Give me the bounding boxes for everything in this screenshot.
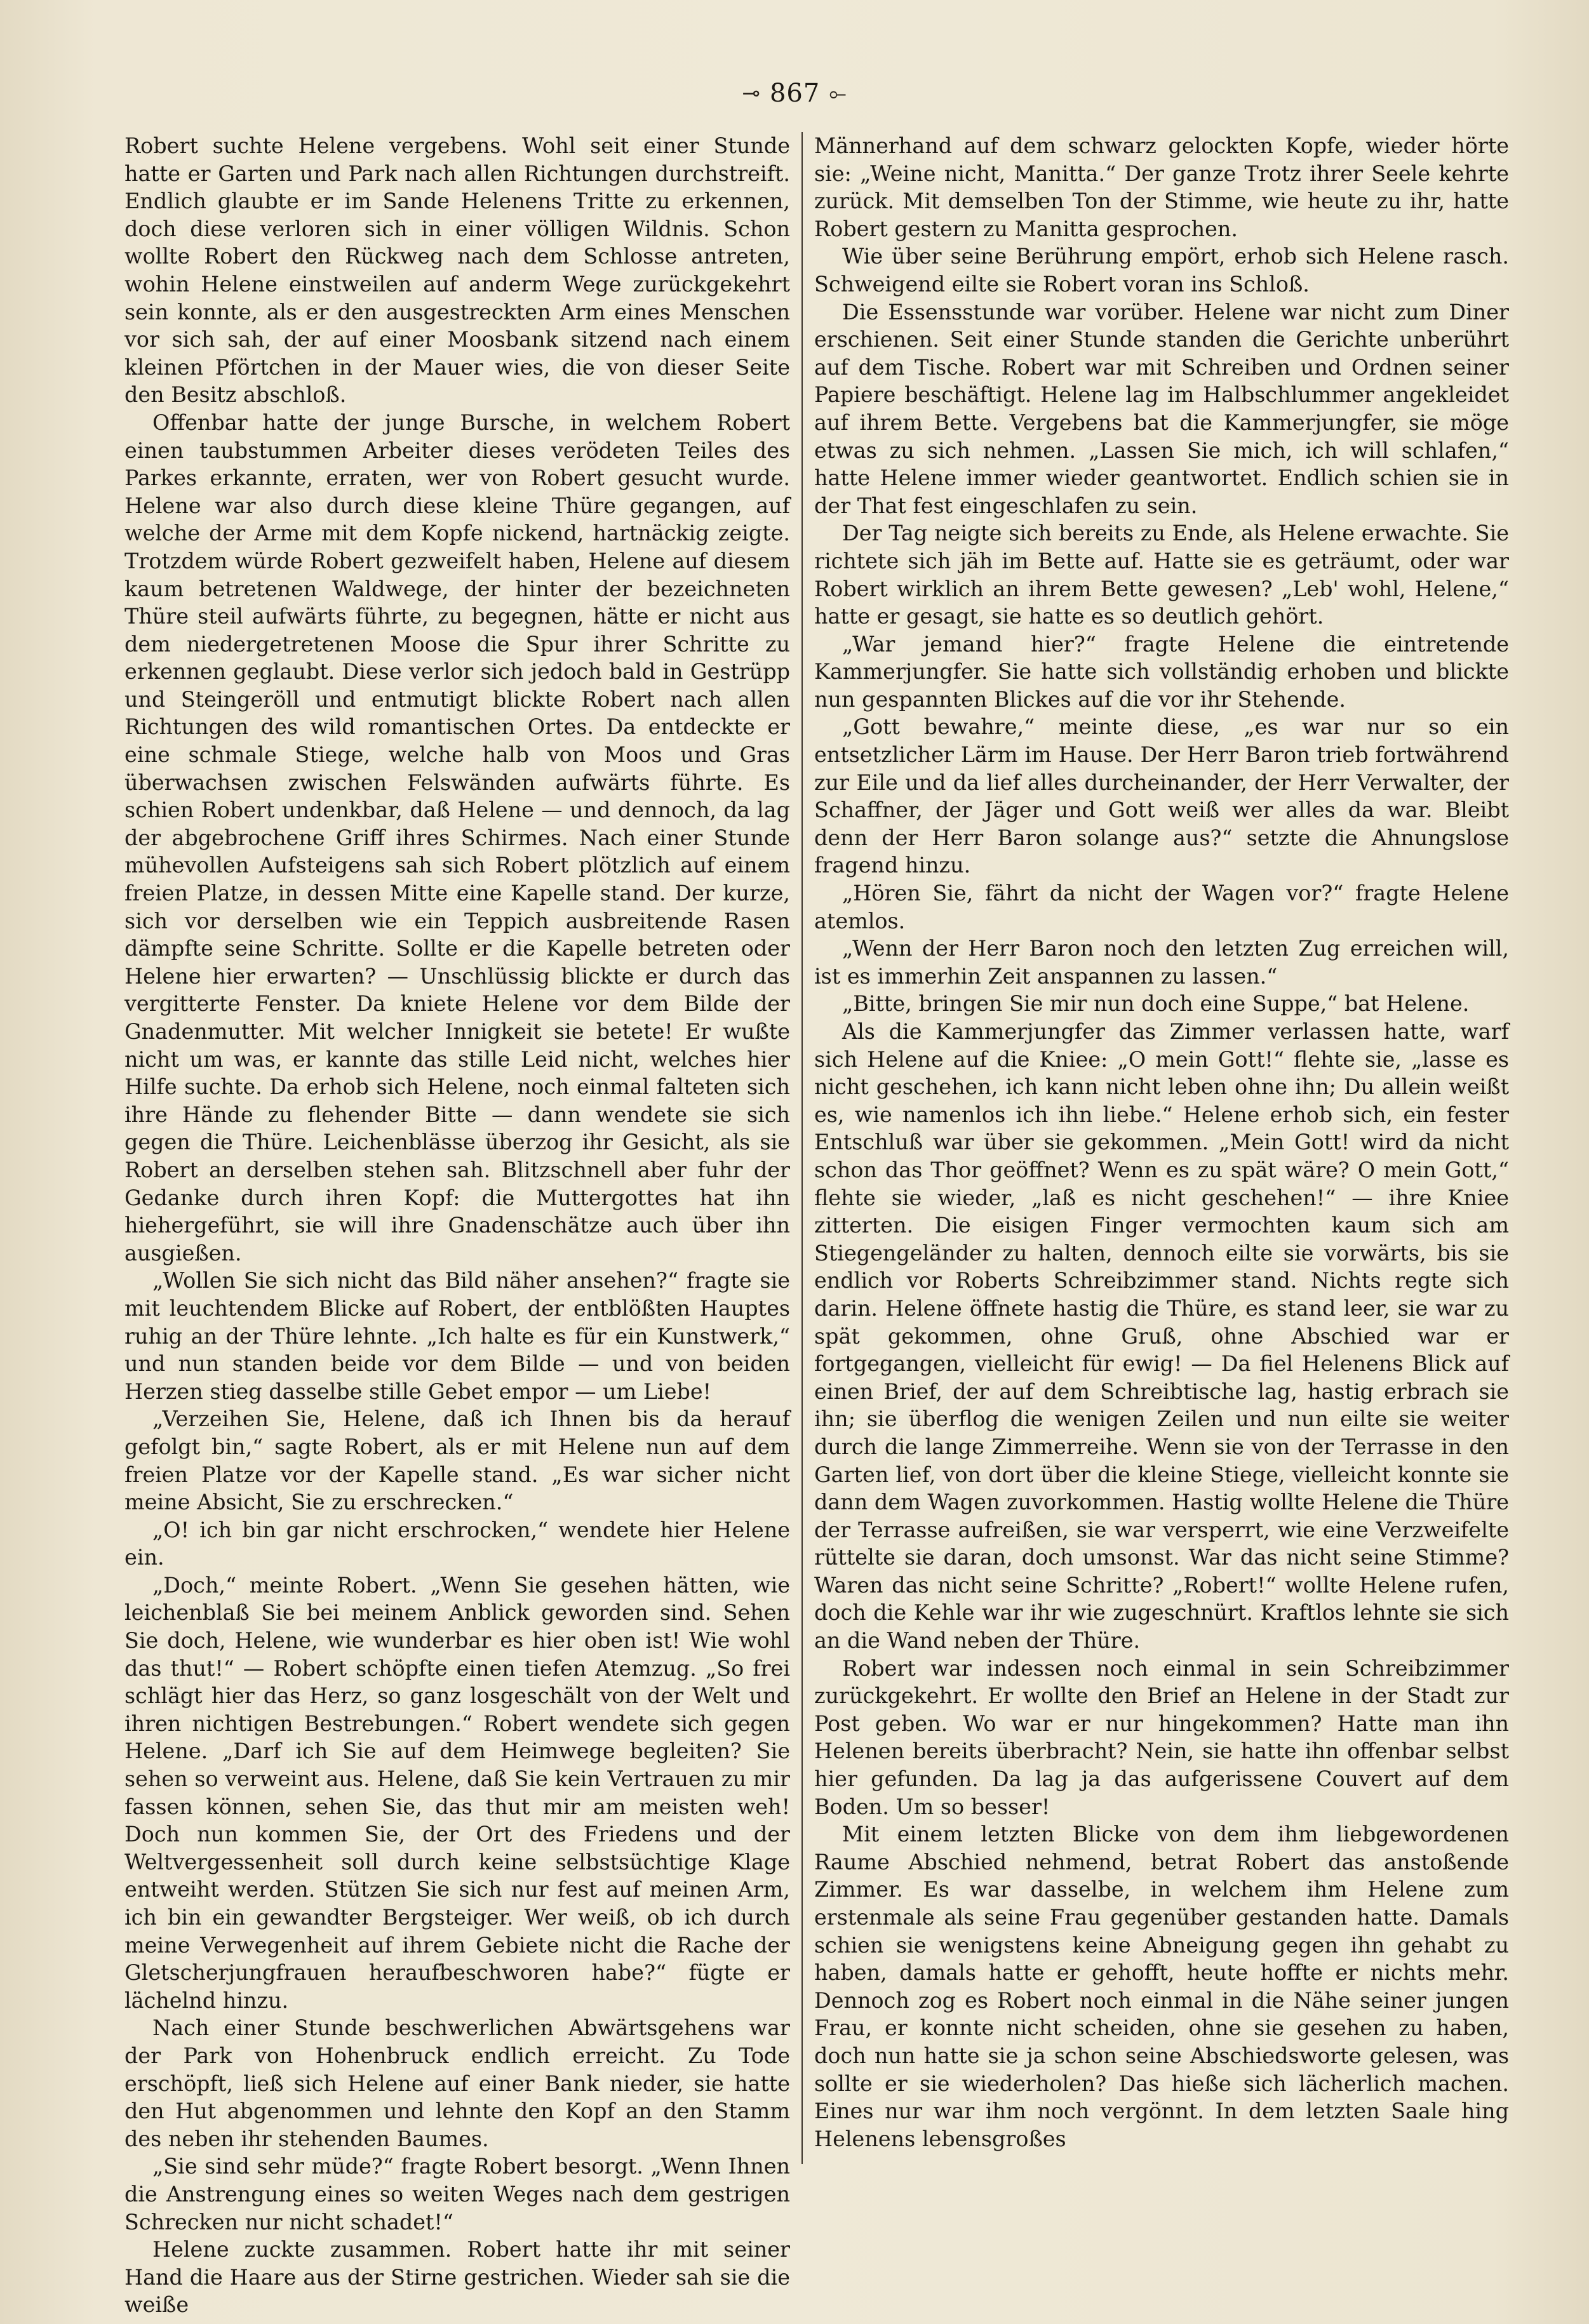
paragraph: „War jemand hier?“ fragte Helene die eintretende Kammerjungfer. Sie hatte sich vollständig erhoben und blickte nun gespannten Blickes auf die vor ihr Stehende. — [814, 631, 1509, 712]
paragraph: „Bitte, bringen Sie mir nun doch eine Suppe,“ bat Helene. — [842, 991, 1470, 1017]
paragraph: „Verzeihen Sie, Helene, daß ich Ihnen bis da herauf gefolgt bin,“ sagte Robert, als er mit Helene nun auf dem freien Platze vor der Kapelle stand. „Es war sicher nicht meine Absicht, Sie zu erschrecken.“ — [124, 1406, 790, 1515]
paragraph: Die Essensstunde war vorüber. Helene war nicht zum Diner erschienen. Seit einer Stunde standen die Gerichte unberührt auf dem Tische. Robert war mit Schreiben und Ordnen seiner Papiere beschäftigt. Helene lag im Halbschlummer angekleidet auf ihrem Bette. Vergebens bat die Kammerjungfer, sie möge etwas zu sich nehmen. „Lassen Sie mich, ich will schlafen,“ hatte Helene immer wieder geantwortet. Endlich schien sie in der That fest eingeschlafen zu sein. — [814, 299, 1509, 518]
page-number: 867 — [769, 79, 821, 108]
paragraph: Offenbar hatte der junge Bursche, in welchem Robert einen taubstummen Arbeiter dieses verödeten Teiles des Parkes erkannte, erraten, wer von Robert gesucht wurde. Helene war also durch diese kleine Thüre gegangen, auf welche der Arme mit dem Kopfe nickend, hartnäckig zeigte. Trotzdem würde Robert gezweifelt haben, Helene auf diesem kaum betretenen Waldwege, der hinter der bezeichneten Thüre steil aufwärts führte, zu begegnen, hätte er nicht aus dem niedergetretenen Moose die Spur ihrer Schritte zu erkennen geglaubt. Diese verlor sich jedoch bald in Gestrüpp und Steingeröll und entmutigt blickte Robert nach allen Richtungen des wild romantischen Ortes. Da entdeckte er eine schmale Stiege, welche halb von Moos und Gras überwachsen zwischen Felswänden aufwärts führte. Es schien Robert undenkbar, daß Helene — und dennoch, da lag der abgebrochene Griff ihres Schirmes. Nach einer Stunde mühevollen Aufsteigens sah sich Robert plötzlich auf einem freien Platze, in dessen Mitte eine Kapelle stand. Der kurze, sich vor derselben wie ein Teppich ausbreitende Rasen dämpfte seine Schritte. Sollte er die Kapelle betreten oder Helene hier erwarten? — Unschlüssig blickte er durch das vergitterte Fenster. Da kniete Helene vor dem Bilde der Gnadenmutter. Mit welcher Innigkeit sie betete! Er wußte nicht um was, er kannte das stille Leid nicht, welches hier Hilfe suchte. Da erhob sich Helene, noch einmal falteten sich ihre Hände zu flehender Bitte — dann wendete sie sich gegen die Thüre. Leichenblässe überzog ihr Gesicht, als sie Robert an derselben stehen sah. Blitzschnell aber fuhr der Gedanke durch ihren Kopf: die Muttergottes hat ihn hiehergeführt, sie will ihre Gnadenschätze auch über ihn ausgießen. — [124, 410, 790, 1266]
ornament-left: ⊸ — [742, 81, 761, 106]
paragraph: Wie über seine Berührung empört, erhob sich Helene rasch. Schweigend eilte sie Robert voran ins Schloß. — [814, 244, 1509, 297]
page-header — [0, 71, 1589, 116]
right-column — [814, 132, 1509, 2177]
paragraph: Als die Kammerjungfer das Zimmer verlassen hatte, warf sich Helene auf die Kniee: „O mein Gott!“ flehte sie, „lasse es nicht geschehen, ich kann nicht leben ohne ihn; Du allein weißt es, wie namenlos ich ihn liebe.“ Helene erhob sich, ein fester Entschluß war über sie gekommen. „Mein Gott! wird da nicht schon das Thor geöffnet? Wenn es zu spät wäre? O mein Gott,“ flehte sie wieder, „laß es nicht geschehen!“ — ihre Kniee zitterten. Die eisigen Finger vermochten kaum sich am Stiegengeländer zu halten, dennoch eilte sie vorwärts, bis sie endlich vor Roberts Schreibzimmer stand. Nichts regte sich darin. Helene öffnete hastig die Thüre, es stand leer, sie war zu spät gekommen, ohne Gruß, ohne Abschied war er fortgegangen, vielleicht für ewig! — Da fiel Helenens Blick auf einen Brief, der auf dem Schreibtische lag, hastig erbrach sie ihn; sie überflog die wenigen Zeilen und nun eilte sie weiter durch die lange Zimmerreihe. Wenn sie von der Terrasse in den Garten lief, von dort über die kleine Stiege, vielleicht konnte sie dann dem Wagen zuvorkommen. Hastig wollte Helene die Thüre der Terrasse aufreißen, sie war versperrt, wie eine Verzweifelte rüttelte sie daran, doch umsonst. War das nicht seine Stimme? Waren das nicht seine Schritte? „Robert!“ wollte Helene rufen, doch die Kehle war ihr wie zugeschnürt. Kraftlos lehnte sie sich an die Wand neben der Thüre. — [814, 1019, 1509, 1653]
ornament-right: ⟜ — [829, 81, 847, 106]
paragraph: „Gott bewahre,“ meinte diese, „es war nur so ein entsetzlicher Lärm im Hause. Der Herr Baron trieb fortwährend zur Eile und da lief alles durcheinander, der Herr Verwalter, der Schaffner, der Jäger und Gott weiß wer alles da war. Bleibt denn der Herr Baron solange aus?“ setzte die Ahnungslose fragend hinzu. — [814, 714, 1509, 878]
paragraph: Mit einem letzten Blicke von dem ihm liebgewordenen Raume Abschied nehmend, betrat Robert das anstoßende Zimmer. Es war dasselbe, in welchem ihm Helene zum erstenmale als seine Frau gegenüber gestanden hatte. Damals schien sie wenigstens keine Abneigung gegen ihn gehabt zu haben, damals hatte er gehofft, heute hoffte er nichts mehr. Dennoch zog es Robert noch einmal in die Nähe seiner jungen Frau, er konnte nicht scheiden, ohne sie gesehen zu haben, doch nun hatte sie ja schon seine Abschiedsworte gelesen, was sollte er sie wiederholen? Das hieße sich lächerlich machen. Eines nur war ihm noch vergönnt. In dem letzten Saale hing Helenens lebensgroßes — [814, 1822, 1509, 2151]
paragraph: „Doch,“ meinte Robert. „Wenn Sie gesehen hätten, wie leichenblaß Sie bei meinem Anblick geworden sind. Sehen Sie doch, Helene, wie wunderbar es hier oben ist! Wie wohl das thut!“ — Robert schöpfte einen tiefen Atemzug. „So frei schlägt hier das Herz, so ganz losgeschält von der Welt und ihren nichtigen Bestrebungen.“ Robert wendete sich gegen Helene. „Darf ich Sie auf dem Heimwege begleiten? Sie sehen so verweint aus. Helene, daß Sie kein Vertrauen zu mir fassen können, sehen Sie, das thut mir am meisten weh! Doch nun kommen Sie, der Ort des Friedens und der Weltvergessenheit soll durch keine selbstsüchtige Klage entweiht werden. Stützen Sie sich nur fest auf meinen Arm, ich bin ein gewandter Bergsteiger. Wer weiß, ob ich durch meine Verwegenheit auf ihrem Gebiete nicht die Rache der Gletscherjungfrauen heraufbeschworen habe?“ fügte er lächelnd hinzu. — [124, 1572, 790, 2013]
column-divider — [801, 132, 803, 2164]
paragraph: Robert suchte Helene vergebens. Wohl seit einer Stunde hatte er Garten und Park nach allen Richtungen durchstreift. Endlich glaubte er im Sande Helenens Tritte zu erkennen, doch diese verloren sich in einer völligen Wildnis. Schon wollte Robert den Rückweg nach dem Schlosse antreten, wohin Helene einstweilen auf anderm Wege zurückgekehrt sein konnte, als er den ausgestreckten Arm eines Menschen vor sich sah, der auf einer Moosbank sitzend nach einem kleinen Pförtchen in der Mauer wies, die von dieser Seite den Besitz abschloß. — [124, 133, 790, 408]
paragraph: „O! ich bin gar nicht erschrocken,“ wendete hier Helene ein. — [124, 1517, 790, 1570]
left-column — [124, 132, 790, 2318]
paragraph: Robert war indessen noch einmal in sein Schreibzimmer zurückgekehrt. Er wollte den Brief an Helene in der Stadt zur Post geben. Wo war er nur hingekommen? Hatte man ihn Helenen bereits überbracht? Nein, sie hatte ihn offenbar selbst hier gefunden. Da lag ja das aufgerissene Couvert auf dem Boden. Um so besser! — [814, 1655, 1509, 1819]
paragraph: „Wenn der Herr Baron noch den letzten Zug erreichen will, ist es immerhin Zeit anspannen zu lassen.“ — [814, 936, 1509, 989]
paragraph: „Wollen Sie sich nicht das Bild näher ansehen?“ fragte sie mit leuchtendem Blicke auf Robert, der entblößten Hauptes ruhig an der Thüre lehnte. „Ich halte es für ein Kunstwerk,“ und nun standen beide vor dem Bilde — und von beiden Herzen stieg dasselbe stille Gebet empor — um Liebe! — [124, 1268, 790, 1404]
paragraph: Helene zuckte zusammen. Robert hatte ihr mit seiner Hand die Haare aus der Stirne gestrichen. Wieder sah sie die weiße — [124, 2237, 790, 2318]
paragraph: Männerhand auf dem schwarz gelockten Kopfe, wieder hörte sie: „Weine nicht, Manitta.“ Der ganze Trotz ihrer Seele kehrte zurück. Mit demselben Ton der Stimme, wie heute zu ihr, hatte Robert gestern zu Manitta gesprochen. — [814, 133, 1509, 241]
paragraph: „Hören Sie, fährt da nicht der Wagen vor?“ fragte Helene atemlos. — [814, 881, 1509, 933]
paragraph: „Sie sind sehr müde?“ fragte Robert besorgt. „Wenn Ihnen die Anstrengung eines so weiten Weges nach dem gestrigen Schrecken nur nicht schadet!“ — [124, 2154, 790, 2234]
paragraph: Nach einer Stunde beschwerlichen Abwärtsgehens war der Park von Hohenbruck endlich erreicht. Zu Tode erschöpft, ließ sich Helene auf einer Bank nieder, sie hatte den Hut abgenommen und lehnte den Kopf an den Stamm des neben ihr stehenden Baumes. — [124, 2015, 790, 2151]
paragraph: Der Tag neigte sich bereits zu Ende, als Helene erwachte. Sie richtete sich jäh im Bette auf. Hatte sie es geträumt, oder war Robert wirklich an ihrem Bette gewesen? „Leb' wohl, Helene,“ hatte er gesagt, sie hatte es so deutlich gehört. — [814, 521, 1509, 629]
